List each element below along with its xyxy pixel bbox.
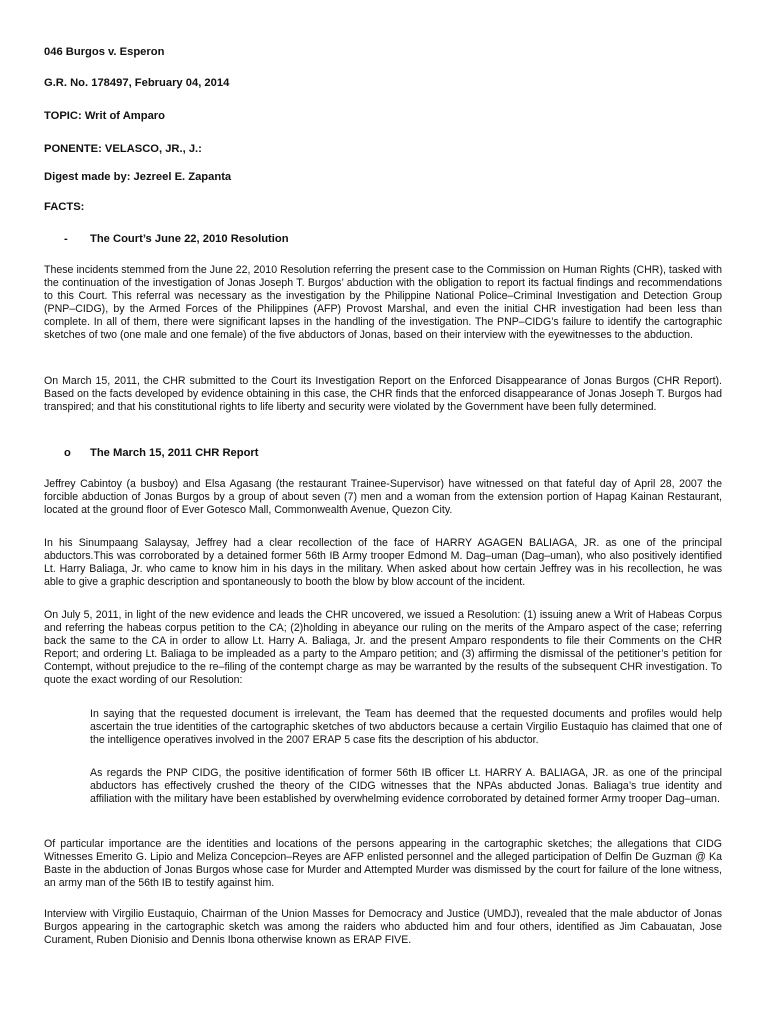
paragraph: Jeffrey Cabintoy (a busboy) and Elsa Agasang (the restaurant Trainee-Supervisor) have witnessed on that fateful day of April 28, 2007 the forcible abduction of Jonas Burgos by a group of about seven (7) men and a woman from the extension portion of Hapag Kainan Restaurant, located at the ground floor of Ever Gotesco Mall, Commonwealth Avenue, Quezon City. [44, 478, 722, 516]
section-title: The Court’s June 22, 2010 Resolution [90, 233, 289, 245]
section-heading-resolution [64, 232, 289, 246]
paragraph: These incidents stemmed from the June 22, 2010 Resolution referring the present case to the Commission on Human Rights (CHR), tasked with the continuation of the investigation of Jonas Joseph T. Burgos’ abduction with the obligation to report its factual findings and recommendations to this Court. This referral was necessary as the investigation by the Philippine National Police–Criminal Investigation and Detection Group (PNP–CIDG), by the Armed Forces of the Philippines (AFP) Provost Marshal, and even the initial CHR investigation had been less than complete. In all of them, there were significant lapses in the handling of the investigation. The PNP–CIDG’s failure to identify the cartographic sketches of two (one male and one female) of the five abductors of Jonas, based on their interview with the eyewitnesses to the abduction. [44, 264, 722, 341]
gr-number: G.R. No. 178497, February 04, 2014 [44, 77, 230, 89]
facts-label: FACTS: [44, 201, 85, 213]
case-title: 046 Burgos v. Esperon [44, 46, 165, 58]
topic: TOPIC: Writ of Amparo [44, 110, 165, 122]
block-quote: In saying that the requested document is irrelevant, the Team has deemed that the requested documents and profiles would help ascertain the true identities of the cartographic sketches of two abductors because a certain Virgilio Eustaquio has claimed that one of the intelligence operatives involved in the 2007 ERAP 5 case fits the description of his abductor. [90, 708, 722, 746]
dash-bullet: - [64, 233, 68, 245]
paragraph: Of particular importance are the identities and locations of the persons appearing in the cartographic sketches; the allegations that CIDG Witnesses Emerito G. Lipio and Meliza Concepcion–Reyes are AFP enlisted personnel and the alleged participation of Delfin De Guzman @ Ka Baste in the abduction of Jonas Burgos whose case for Murder and Attempted Murder was dismissed by the court for failure of the lone witness, an army man of the 56th IB to testify against him. [44, 838, 722, 889]
circle-bullet: o [64, 447, 71, 459]
section-heading-chr-report [64, 446, 259, 460]
block-quote: As regards the PNP CIDG, the positive identification of former 56th IB officer Lt. HARRY A. BALIAGA, JR. as one of the principal abductors has effectively crushed the theory of the CIDG witnesses that the NPAs abducted Jonas. Baliaga’s true identity and affiliation with the military have been established by overwhelming evidence corroborated by detained former Army trooper Dag–uman. [90, 767, 722, 805]
ponente: PONENTE: VELASCO, JR., J.: [44, 143, 202, 155]
paragraph: On July 5, 2011, in light of the new evidence and leads the CHR uncovered, we issued a Resolution: (1) issuing anew a Writ of Habeas Corpus and referring the habeas corpus petition to the CA; (2)holding in abeyance our ruling on the merits of the Amparo aspect of the case; referring back the same to the CA in order to allow Lt. Harry A. Baliaga, Jr. and the present Amparo respondents to file their Comments on the CHR Report; and ordering Lt. Baliaga to be impleaded as a party to the Amparo petition; and (3) affirming the dismissal of the petitioner’s petition for Contempt, without prejudice to the re–filing of the contempt charge as may be warranted by the results of the subsequent CHR investigation. To quote the exact wording of our Resolution: [44, 609, 722, 686]
digest-by: Digest made by: Jezreel E. Zapanta [44, 171, 232, 183]
paragraph: On March 15, 2011, the CHR submitted to the Court its Investigation Report on the Enforced Disappearance of Jonas Burgos (CHR Report). Based on the facts developed by evidence obtaining in this case, the CHR finds that the enforced disappearance of Jonas Joseph T. Burgos had transpired; and that his constitutional rights to life liberty and security were violated by the Government have been fully determined. [44, 375, 722, 413]
section-title: The March 15, 2011 CHR Report [90, 447, 259, 459]
paragraph: Interview with Virgilio Eustaquio, Chairman of the Union Masses for Democracy and Justice (UMDJ), revealed that the male abductor of Jonas Burgos appearing in the cartographic sketch was among the raiders who abducted him and four others, identified as Jim Cabauatan, Jose Curament, Ruben Dionisio and Dennis Ibona otherwise known as ERAP FIVE. [44, 908, 722, 946]
paragraph: In his Sinumpaang Salaysay, Jeffrey had a clear recollection of the face of HARRY AGAGEN BALIAGA, JR. as one of the principal abductors.This was corroborated by a detained former 56th IB Army trooper Edmond M. Dag–uman (Dag–uman), who also positively identified Lt. Harry Baliaga, Jr. who came to know him in his days in the military. When asked about how certain Jeffrey was in his recollection, he was able to give a graphic description and spontaneously to booth the blow by blow account of the incident. [44, 537, 722, 588]
